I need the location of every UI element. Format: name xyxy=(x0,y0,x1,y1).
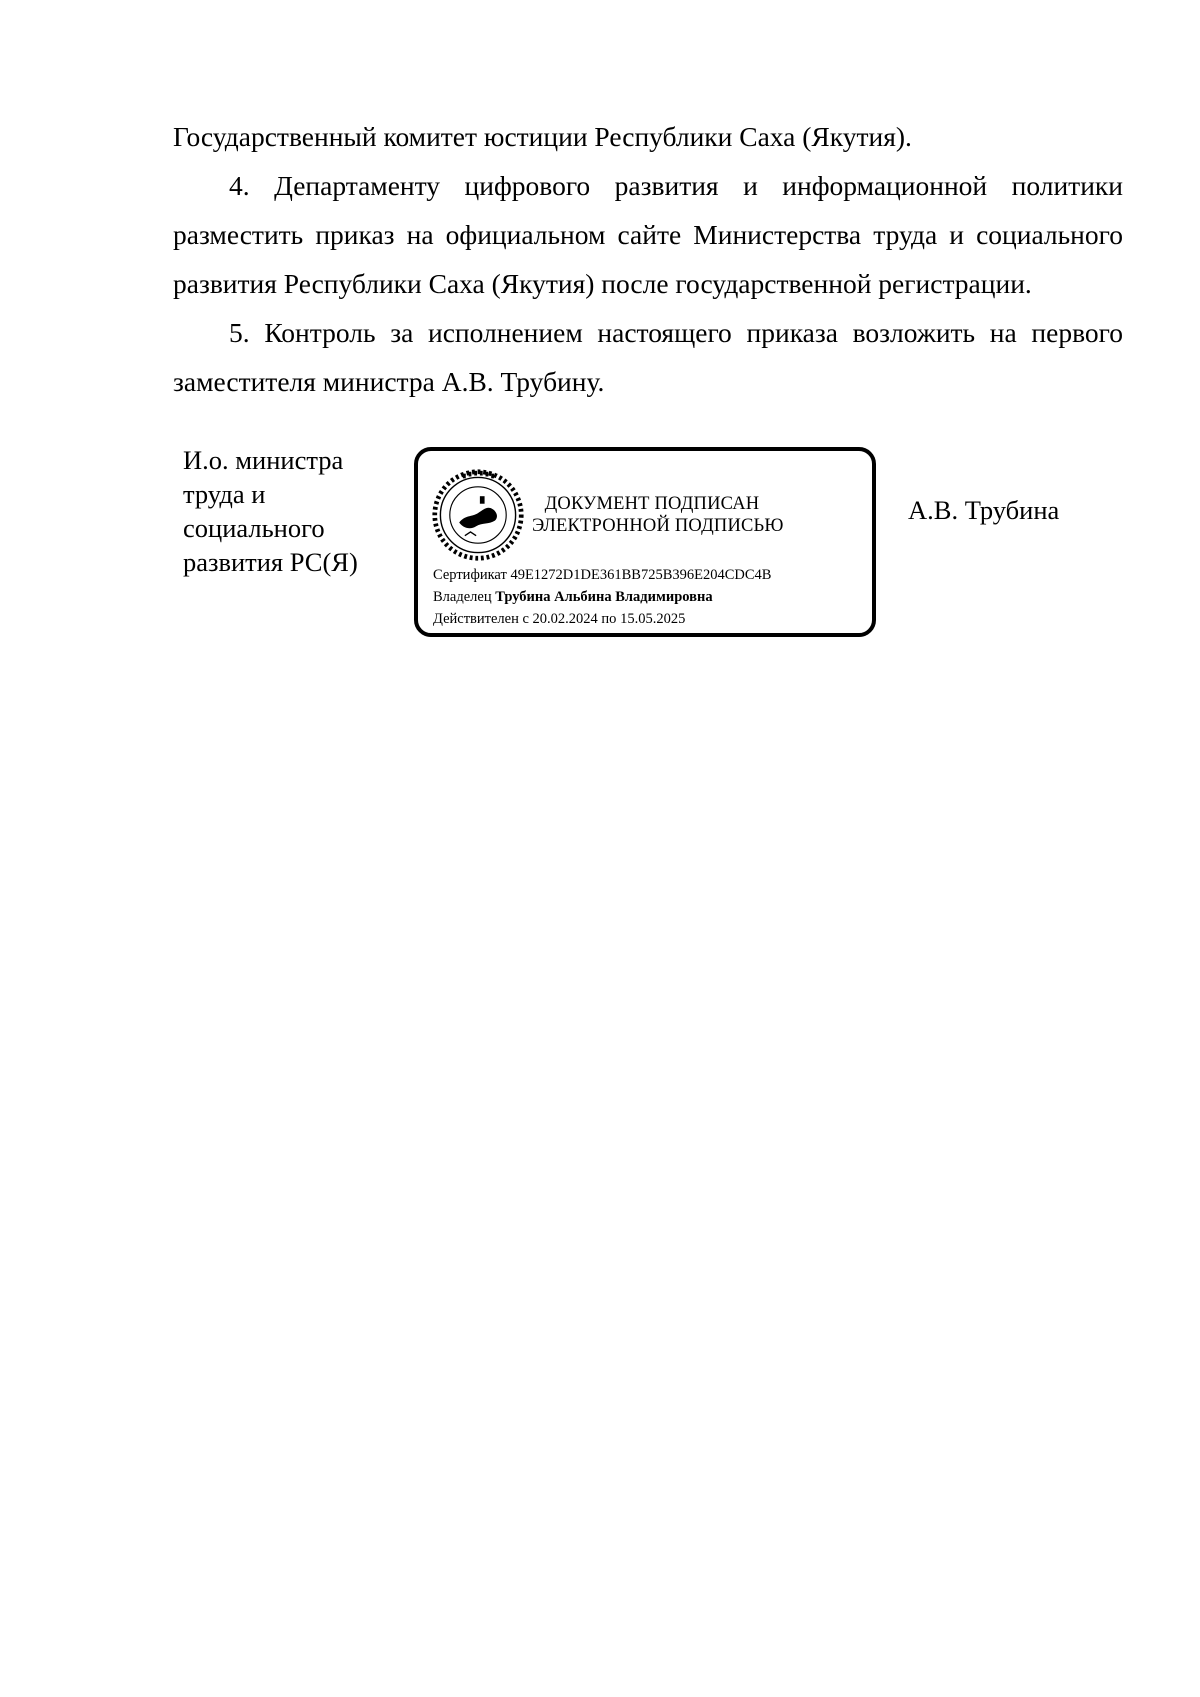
certificate-row xyxy=(433,564,771,586)
electronic-signature-stamp xyxy=(414,447,876,637)
valid-from-date: 20.02.2024 xyxy=(532,611,598,627)
validity-row xyxy=(433,608,771,630)
stamp-heading-line2: ЭЛЕКТРОННОЙ ПОДПИСЬЮ xyxy=(532,516,784,536)
owner-label: Владелец xyxy=(433,589,492,605)
signer-title-line: развития РС(Я) xyxy=(183,547,358,577)
stamp-heading xyxy=(532,493,784,537)
owner-row xyxy=(433,586,771,608)
signer-title xyxy=(183,443,358,579)
paragraph-item-5: 5. Контроль за исполнением настоящего приказа возложить на первого заместителя министра А.В. Трубину. xyxy=(173,317,1123,397)
republic-emblem-icon xyxy=(431,468,525,562)
signer-title-line: труда и xyxy=(183,479,266,509)
validity-label: Действителен xyxy=(433,611,519,627)
paragraph-item-4: 4. Департаменту цифрового развития и информационной политики разместить приказ на официальном сайте Министерства труда и социального развития Республики Саха (Якутия) после государственной регистрации. xyxy=(173,170,1123,299)
paragraph-continuation: Государственный комитет юстиции Республики Саха (Якутия). xyxy=(173,121,912,152)
valid-to-date: 15.05.2025 xyxy=(620,611,686,627)
valid-to-prefix: по xyxy=(601,611,617,627)
owner-value: Трубина Альбина Владимировна xyxy=(495,589,713,605)
signer-title-line: социального xyxy=(183,513,325,543)
signer-title-line: И.о. министра xyxy=(183,445,344,475)
certificate-label: Сертификат xyxy=(433,567,507,583)
stamp-details xyxy=(433,564,771,630)
stamp-heading-line1: ДОКУМЕНТ ПОДПИСАН xyxy=(544,494,760,514)
document-body xyxy=(173,112,1123,406)
valid-from-prefix: с xyxy=(522,611,529,627)
signer-name: А.В. Трубина xyxy=(908,495,1060,525)
certificate-value: 49E1272D1DE361BB725B396E204CDC4B xyxy=(510,567,772,583)
